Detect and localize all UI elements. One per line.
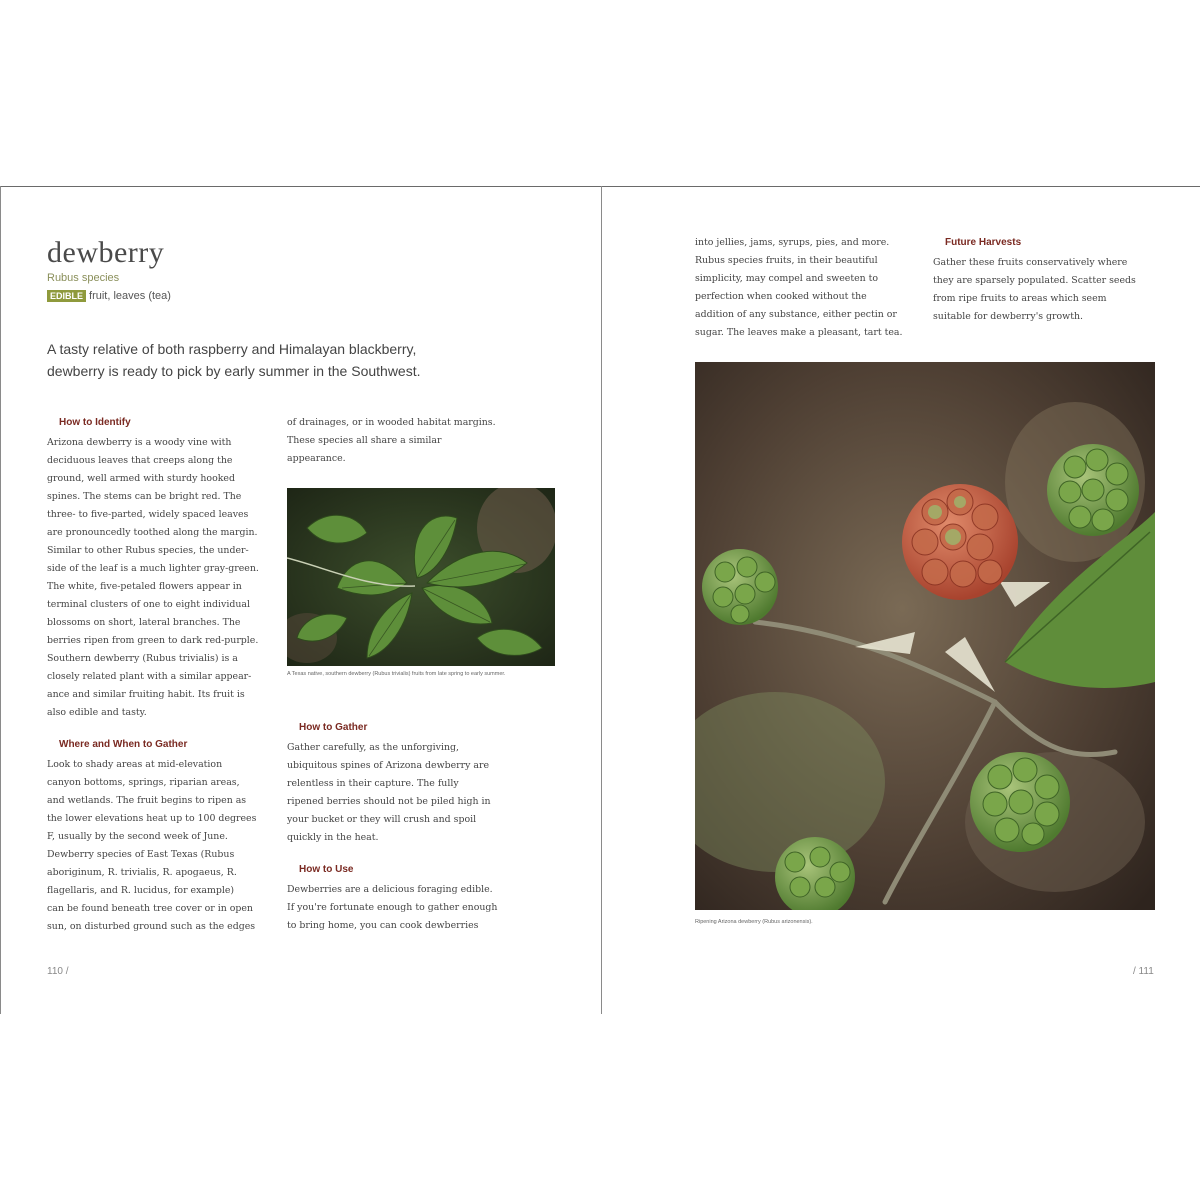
text-line: into jellies, jams, syrups, pies, and more.: [695, 237, 890, 248]
text-line: ubiquitous spines of Arizona dewberry are: [287, 760, 490, 771]
text-line: perfection when cooked without the: [695, 291, 867, 302]
text-line: and wetlands. The fruit begins to ripen as: [47, 795, 247, 806]
right-column-lower: [287, 719, 557, 935]
text-line: aboriginum, R. trivialis, R. apogaeus, R.: [47, 867, 237, 878]
text-line: These species all share a similar: [287, 435, 442, 446]
text-line: ground, well armed with sturdy hooked: [47, 473, 235, 484]
section-heading-use: How to Use: [299, 864, 354, 875]
text-line: relentless in their capture. The fully: [287, 778, 459, 789]
text-line: sun, on disturbed ground such as the edges: [47, 921, 256, 932]
identify-text: [47, 434, 275, 722]
text-line: side of the leaf is a much lighter gray-green.: [47, 563, 259, 574]
text-line: flagellaris, and R. lucidus, for example): [47, 885, 235, 896]
text-line: Dewberry species of East Texas (Rubus: [47, 849, 235, 860]
text-line: appearance.: [287, 453, 346, 464]
text-line: Gather these fruits conservatively where: [933, 257, 1128, 268]
text-line: terminal clusters of one to eight individual: [47, 599, 250, 610]
where-text: [47, 756, 275, 936]
section-heading-gather: How to Gather: [299, 722, 368, 733]
section-heading-where: Where and When to Gather: [59, 739, 188, 750]
use-continued-text: [695, 234, 920, 342]
section-heading-future: Future Harvests: [945, 237, 1022, 248]
text-line: spines. The stems can be bright red. The: [47, 491, 242, 502]
dewberry-berries-photo: [695, 362, 1155, 910]
left-column: [47, 414, 275, 936]
text-line: sugar. The leaves make a pleasant, tart tea.: [695, 327, 903, 338]
text-line: canyon bottoms, springs, riparian areas,: [47, 777, 240, 788]
edible-row: [47, 290, 171, 302]
text-line: Gather carefully, as the unforgiving,: [287, 742, 459, 753]
text-line: ripened berries should not be piled high in: [287, 796, 491, 807]
text-line: your bucket or they will crush and spoil: [287, 814, 477, 825]
text-line: ance and similar fruiting habit. Its fruit is: [47, 689, 245, 700]
text-line: Look to shady areas at mid-elevation: [47, 759, 223, 770]
text-line: of drainages, or in wooded habitat margins.: [287, 417, 496, 428]
text-line: closely related plant with a similar appear-: [47, 671, 252, 682]
dewberry-leaves-photo: [287, 488, 555, 666]
text-line: Arizona dewberry is a woody vine with: [47, 437, 232, 448]
left-page-number: 110 /: [47, 966, 69, 977]
text-line: from ripe fruits to areas which seem: [933, 293, 1107, 304]
text-line: the lower elevations heat up to 100 degrees: [47, 813, 257, 824]
text-line: to bring home, you can cook dewberries: [287, 920, 479, 931]
text-line: addition of any substance, either pectin or: [695, 309, 897, 320]
text-line: quickly in the heat.: [287, 832, 379, 843]
big-photo-caption: Ripening Arizona dewberry (Rubus arizonensis).: [695, 919, 813, 925]
intro-paragraph: A tasty relative of both raspberry and Himalayan blackberry, dewberry is ready to pick by early summer in the Southwest.: [47, 341, 421, 379]
text-line: three- to five-parted, widely spaced leaves: [47, 509, 249, 520]
text-line: deciduous leaves that creeps along the: [47, 455, 233, 466]
text-line: they are sparsely populated. Scatter seeds: [933, 275, 1136, 286]
text-line: Southern dewberry (Rubus trivialis) is a: [47, 653, 238, 664]
right-page-number: / 111: [1133, 966, 1154, 977]
latin-name: Rubus species: [47, 272, 120, 284]
edible-parts: fruit, leaves (tea): [89, 290, 171, 302]
text-line: Dewberries are a delicious foraging edible.: [287, 884, 493, 895]
text-line: The white, five-petaled flowers appear in: [47, 581, 242, 592]
page-title: dewberry: [47, 236, 165, 269]
text-line: suitable for dewberry's growth.: [933, 311, 1083, 322]
text-line: also edible and tasty.: [47, 707, 147, 718]
text-line: blossoms on short, lateral branches. The: [47, 617, 241, 628]
text-line: Rubus species fruits, in their beautiful: [695, 255, 878, 266]
edible-badge: EDIBLE: [47, 290, 86, 302]
text-line: berries ripen from green to dark red-purple.: [47, 635, 259, 646]
text-line: simplicity, may compel and sweeten to: [695, 273, 879, 284]
text-line: F, usually by the second week of June.: [47, 831, 228, 842]
page-gutter: [601, 186, 602, 1014]
continued-text: [287, 414, 557, 468]
small-photo-caption: A Texas native, southern dewberry (Rubus trivialis) fruits from late spring to early summer.: [287, 671, 506, 677]
text-line: Similar to other Rubus species, the under-: [47, 545, 249, 556]
future-harvests-block: [933, 234, 1158, 326]
page-edge: [0, 186, 1, 1014]
section-heading-identify: How to Identify: [59, 417, 131, 428]
text-line: can be found beneath tree cover or in open: [47, 903, 253, 914]
text-line: are pronouncedly toothed along the margin.: [47, 527, 258, 538]
text-line: If you're fortunate enough to gather enough: [287, 902, 498, 913]
